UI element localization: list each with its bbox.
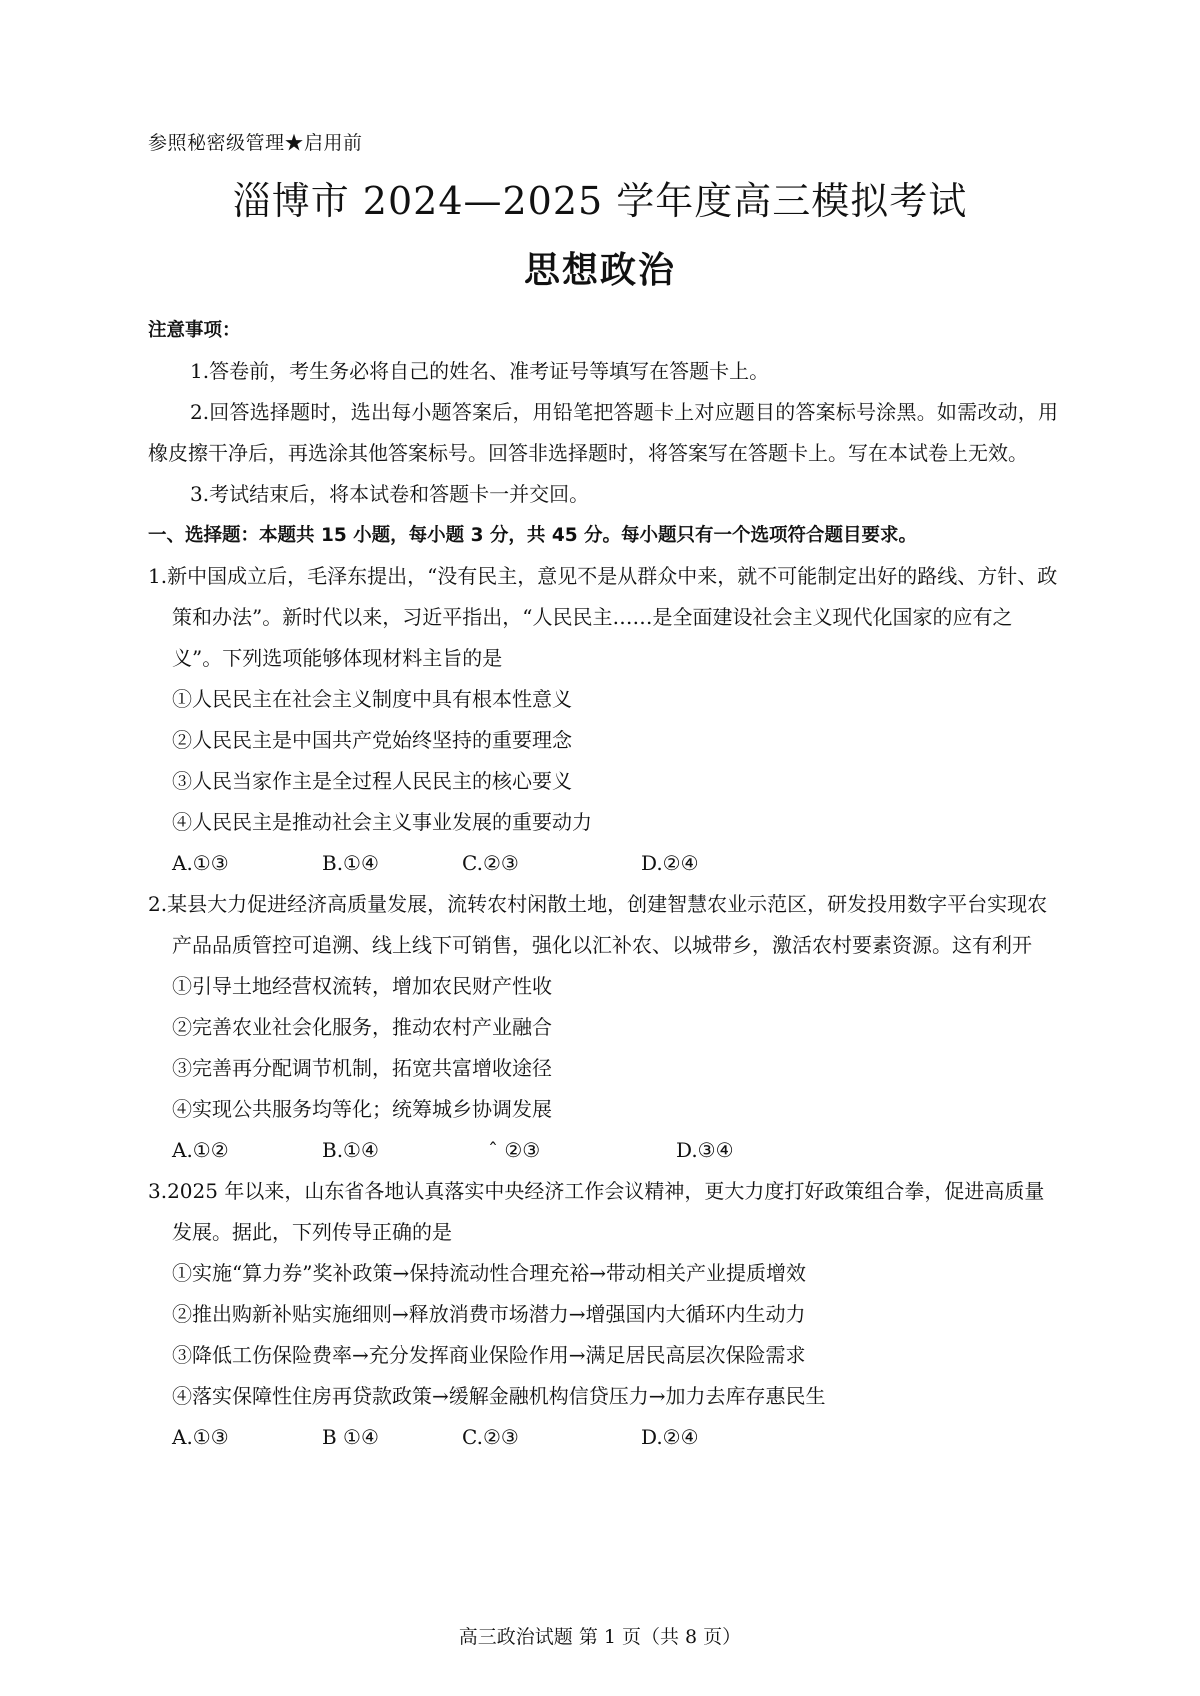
choice-c: C.②③ [462,1425,519,1449]
statement-option: ①引导土地经营权流转，增加农民财产性收 [172,974,552,998]
statement-option: ③完善再分配调节机制，拓宽共富增收途径 [172,1056,552,1080]
choice-c: C.②③ [462,851,519,875]
secret-level-label: 参照秘密级管理★启用前 [148,132,363,154]
statement-option: ②完善农业社会化服务，推动农村产业融合 [172,1015,552,1039]
choice-b: B.①④ [322,851,379,875]
choice-d: D.②④ [641,851,699,875]
statement-option: ④实现公共服务均等化；统筹城乡协调发展 [172,1097,552,1121]
choice-d: D.②④ [641,1425,699,1449]
choice-a: A.①② [172,1138,229,1162]
choice-a: A.①③ [172,851,229,875]
notice-item: 1.答卷前，考生务必将自己的姓名、准考证号等填写在答题卡上。 [190,359,770,383]
answer-choices [148,1417,1058,1458]
exam-content [148,310,1058,1458]
statement-option: ②推出购新补贴实施细则→释放消费市场潜力→增强国内大循环内生动力 [172,1302,806,1326]
choice-b: B.①④ [322,1138,379,1162]
statement-option: ②人民民主是中国共产党始终坚持的重要理念 [172,728,572,752]
subject-title: 思想政治 [523,249,676,291]
page-footer: 高三政治试题 第 1 页（共 8 页） [458,1626,742,1648]
statement-option: ④人民民主是推动社会主义事业发展的重要动力 [172,810,592,834]
question-3 [148,1171,1058,1458]
section-heading: 一、选择题：本题共 15 小题，每小题 3 分，共 45 分。每小题只有一个选项符合题目要求。 [148,525,918,546]
statement-option: ③人民当家作主是全过程人民民主的核心要义 [172,769,572,793]
statement-option: ①实施“算力券”奖补政策→保持流动性合理充裕→带动相关产业提质增效 [172,1261,806,1285]
choice-b: B ①④ [322,1425,379,1449]
notice-heading: 注意事项： [148,320,241,341]
statement-option: ③降低工伤保险费率→充分发挥商业保险作用→满足居民高层次保险需求 [172,1343,806,1367]
notice-item: 3.考试结束后，将本试卷和答题卡一并交回。 [190,482,590,506]
exam-title: 淄博市 2024—2025 学年度高三模拟考试 [232,179,968,223]
question-1 [148,556,1058,884]
choice-a: A.①③ [172,1425,229,1449]
question-stem: 3.2025 年以来，山东省各地认真落实中央经济工作会议精神，更大力度打好政策组合拳，促进高质量发展。据此，下列传导正确的是 [148,1179,1045,1244]
statement-option: ④落实保障性住房再贷款政策→缓解金融机构信贷压力→加力去库存惠民生 [172,1384,826,1408]
statement-option: ①人民民主在社会主义制度中具有根本性意义 [172,687,572,711]
choice-c: ˆ ②③ [488,1138,541,1162]
choice-d: D.③④ [676,1138,734,1162]
answer-choices [148,843,1058,884]
question-2 [148,884,1058,1171]
question-stem: 2.某县大力促进经济高质量发展，流转农村闲散土地，创建智慧农业示范区，研发投用数字平台实现农产品品质管控可追溯、线上线下可销售，强化以汇补农、以城带乡，激活农村要素资源。这有利开 [148,892,1048,957]
notice-item: 2.回答选择题时，选出每小题答案后，用铅笔把答题卡上对应题目的答案标号涂黑。如需改动，用橡皮擦干净后，再选涂其他答案标号。回答非选择题时，将答案写在答题卡上。写在本试卷上无效。 [148,400,1058,465]
question-stem: 1.新中国成立后，毛泽东提出，“没有民主，意见不是从群众中来，就不可能制定出好的路线、方针、政策和办法”。新时代以来，习近平指出，“人民民主……是全面建设社会主义现代化国家的应有之义”。下列选项能够体现材料主旨的是 [148,564,1058,670]
answer-choices [148,1130,1058,1171]
